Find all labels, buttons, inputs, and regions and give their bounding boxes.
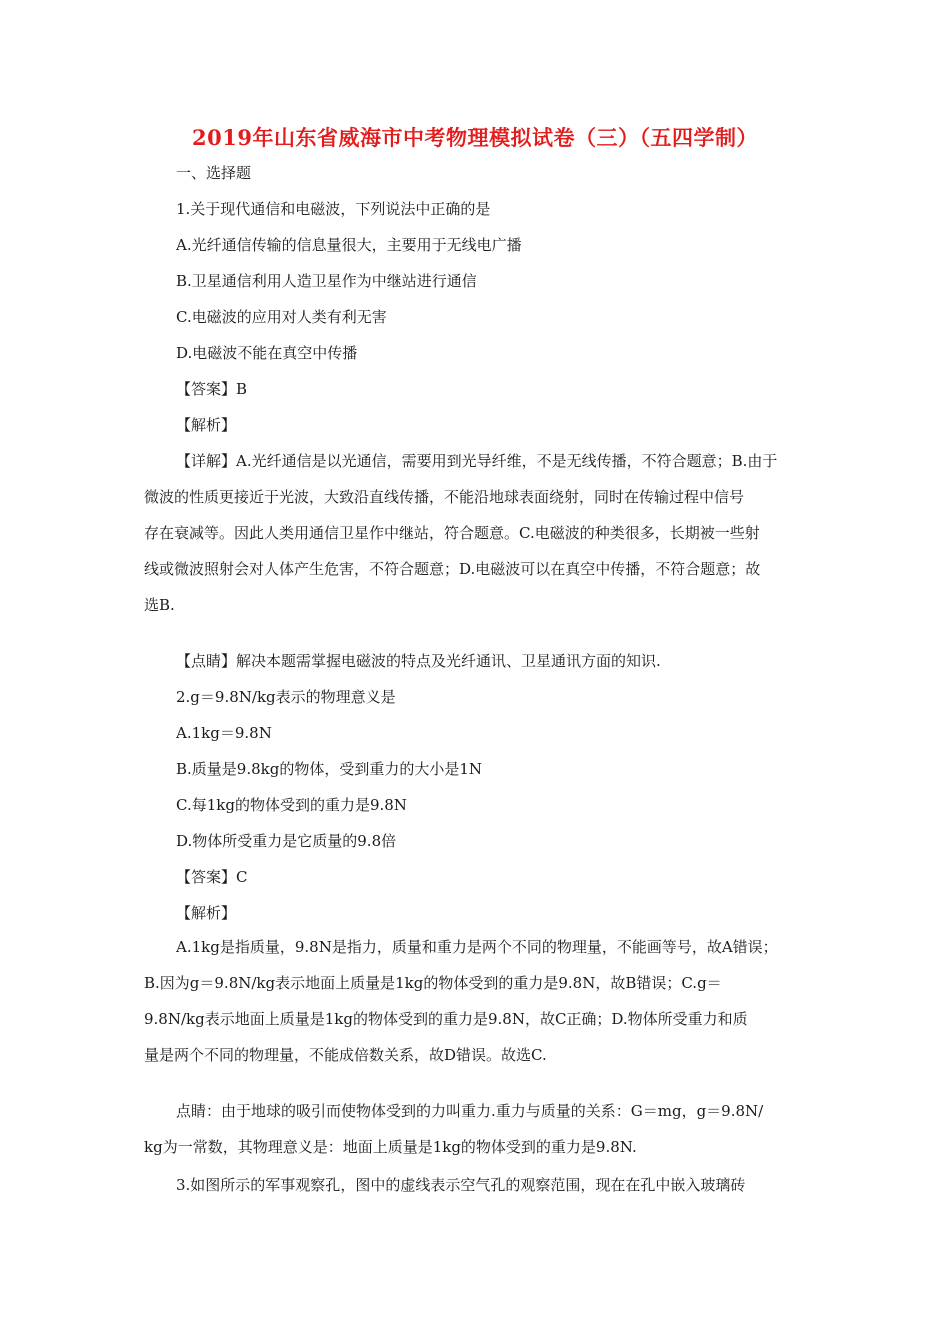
question-1-option-c: C.电磁波的应用对人类有利无害 [176, 308, 387, 326]
question-2-stem: 2.g＝9.8N/kg表示的物理意义是 [176, 688, 396, 706]
question-2-option-c: C.每1kg的物体受到的重力是9.8N [176, 796, 407, 814]
question-2-answer: 【答案】C [176, 868, 248, 886]
question-1-answer: 【答案】B [176, 380, 248, 398]
question-2-option-d: D.物体所受重力是它质量的9.8倍 [176, 832, 397, 850]
detail-line: 线或微波照射会对人体产生危害，不符合题意；D.电磁波可以在真空中传播，不符合题意；故 [144, 560, 761, 578]
detail-line: 选B. [144, 596, 175, 614]
question-2-tip [144, 1093, 810, 1165]
question-1-stem: 1.关于现代通信和电磁波，下列说法中正确的是 [176, 200, 491, 218]
document-title: 2019年山东省威海市中考物理模拟试卷（三）（五四学制） [192, 125, 758, 150]
question-1-option-a: A.光纤通信传输的信息量很大，主要用于无线电广播 [176, 236, 522, 254]
section-heading: 一、选择题 [176, 164, 252, 182]
question-1-option-b: B.卫星通信利用人造卫星作为中继站进行通信 [176, 272, 477, 290]
detail-line: 9.8N/kg表示地面上质量是1kg的物体受到的重力是9.8N，故C正确；D.物体所受重力和质 [144, 1010, 748, 1028]
tip-line: 点睛：由于地球的吸引而使物体受到的力叫重力.重力与质量的关系：G＝mg，g＝9.8N/ [176, 1102, 764, 1120]
question-2-option-b: B.质量是9.8kg的物体，受到重力的大小是1N [176, 760, 483, 778]
question-1-detail [144, 443, 810, 623]
question-1-option-d: D.电磁波不能在真空中传播 [176, 344, 358, 362]
detail-line: B.因为g＝9.8N/kg表示地面上质量是1kg的物体受到的重力是9.8N，故B错误；C.g＝ [144, 974, 722, 992]
detail-line: 微波的性质更接近于光波，大致沿直线传播，不能沿地球表面绕射，同时在传输过程中信号 [144, 488, 745, 506]
question-3-stem: 3.如图所示的军事观察孔，图中的虚线表示空气孔的观察范围，现在在孔中嵌入玻璃砖 [176, 1176, 746, 1194]
tip-line: kg为一常数，其物理意义是：地面上质量是1kg的物体受到的重力是9.8N. [144, 1138, 637, 1156]
detail-line: 存在衰减等。因此人类用通信卫星作中继站，符合题意。C.电磁波的种类很多，长期被一些射 [144, 524, 760, 542]
question-1-tip: 【点睛】解决本题需掌握电磁波的特点及光纤通讯、卫星通讯方面的知识. [176, 652, 661, 670]
question-2-option-a: A.1kg＝9.8N [176, 724, 272, 742]
detail-line: 【详解】A.光纤通信是以光通信，需要用到光导纤维，不是无线传播，不符合题意；B.由于 [176, 452, 778, 470]
question-2-analysis-label: 【解析】 [176, 904, 237, 922]
detail-line: 量是两个不同的物理量，不能成倍数关系，故D错误。故选C. [144, 1046, 547, 1064]
question-2-detail [144, 929, 810, 1073]
detail-line: A.1kg是指质量，9.8N是指力，质量和重力是两个不同的物理量，不能画等号，故A错误； [176, 938, 778, 956]
question-1-analysis-label: 【解析】 [176, 416, 237, 434]
